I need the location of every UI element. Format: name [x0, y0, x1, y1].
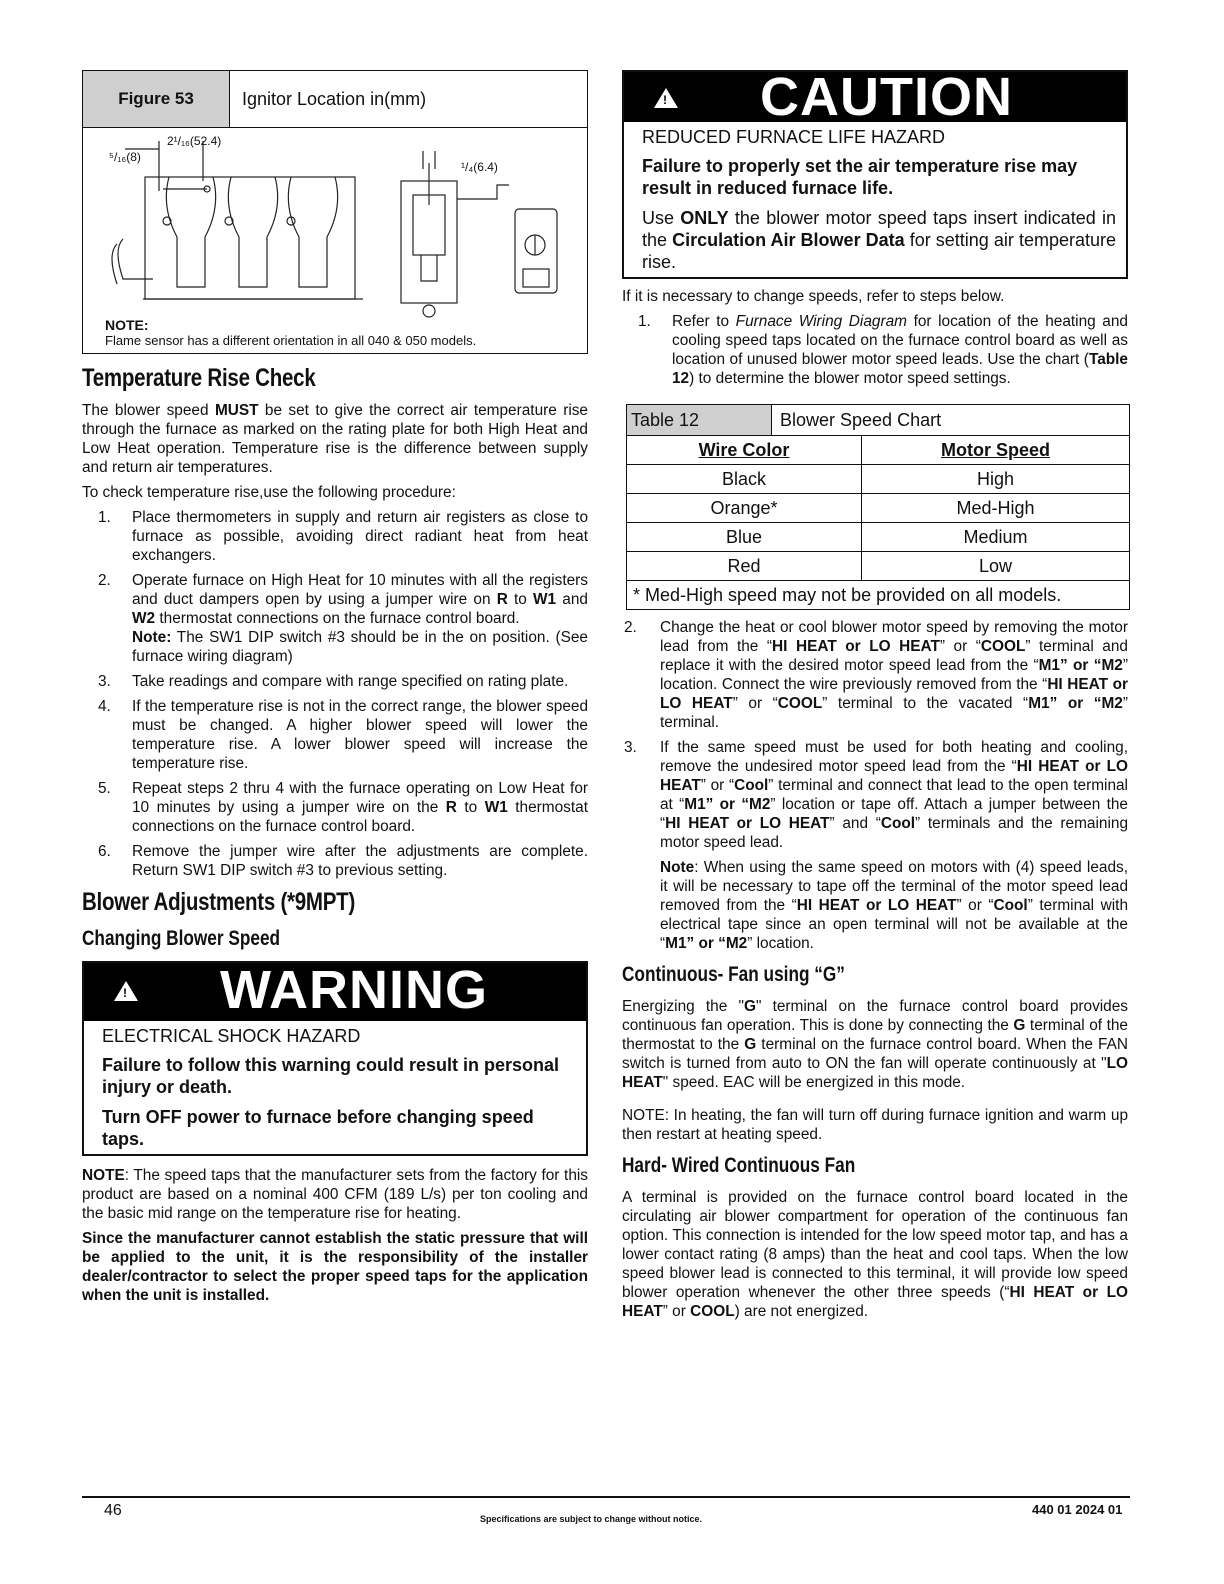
figure-header [83, 71, 587, 128]
continuous-fan-paragraph: Energizing the "G" terminal on the furnace control board provides continuous fan operation. This is done by connecting the G terminal of the thermostat to the G terminal on the furnace control board. When the FAN switch is turned from auto to ON the fan will operate continuously at "LO HEAT" speed. EAC will be energized in this mode. [622, 998, 1128, 1091]
figure-note-label: NOTE: [105, 317, 149, 333]
hard-wired-paragraph: A terminal is provided on the furnace control board located in the circulating air blower compartment for operation of the continuous fan option. This connection is intended for the low speed motor tap, and has a lower contact rating (8 amps) than the heat and cool taps. When the low speed blower lead is connected to this terminal, it will provide low speed blower operation whenever the other three speeds (“HI HEAT or LO HEAT” or COOL) are not energized. [622, 1189, 1128, 1320]
page-number: 46 [104, 1502, 122, 1519]
changing-blower-speed-heading: Changing Blower Speed [82, 927, 281, 950]
caution-word: CAUTION [760, 67, 1013, 127]
dim-left-label: ⁵/₁₆(8) [109, 150, 141, 164]
document-number: 440 01 2024 01 [1032, 1502, 1123, 1517]
list-item: 1. Refer to Furnace Wiring Diagram for location of the heating and cooling speed taps located on the furnace control board as well as location of unused blower motor speed leads. Use the chart (Table 12) to determine the blower motor speed settings. [638, 313, 1128, 387]
speed-taps-note: NOTE: The speed taps that the manufacturer sets from the factory for this product are based on a nominal 400 CFM (189 L/s) per ton cooling and the basic mid range on the temperature rise for heating. [82, 1167, 588, 1222]
warning-hazard: ELECTRICAL SHOCK HAZARD [102, 1026, 361, 1046]
list-item: 2. Operate furnace on High Heat for 10 minutes with all the registers and duct dampers open by using a jumper wire on R to W1 and W2 thermostat connections on the furnace control board. Note: The SW1 DIP switch #3 should be in the on position. (See furnace wiring diagram) [98, 572, 588, 665]
figure-note [105, 317, 476, 349]
table-row: Red Low [627, 552, 1129, 581]
table-title: Blower Speed Chart [780, 409, 942, 430]
caution-consequence: Failure to properly set the air temperature rise may result in reduced furnace life. [642, 156, 1078, 198]
warning-consequence: Failure to follow this warning could result in personal injury or death. [102, 1055, 560, 1097]
motor-leads-note: Note: When using the same speed on motors with (4) speed leads, it will be necessary to tape off the terminal of the motor speed lead removed from the “HI HEAT or LO HEAT” or “Cool” terminal with electrical tape since an open terminal will not be available at the “M1” or “M2” location. [660, 859, 1128, 952]
continuous-fan-note: NOTE: In heating, the fan will turn off during furnace ignition and warm up then restart at heating speed. [622, 1107, 1128, 1143]
warning-triangle-icon: ! [114, 981, 138, 1001]
list-item: 3. If the same speed must be used for both heating and cooling, remove the undesired motor speed lead from the “HI HEAT or LO HEAT” or “Cool” terminal and connect that lead to the open terminal at “M1” or “M2” location or tape off. Attach a jumper between the “HI HEAT or LO HEAT” and “Cool” terminals and the remaining motor speed lead. Note: When using the same speed on motors with (4) speed leads, it will be necessary to tape off the terminal of the motor speed lead removed from the “HI HEAT or LO HEAT” or “Cool” terminal with electrical tape since an open terminal will not be available at the “M1” or “M2” location. [624, 739, 1128, 952]
table-row: Black High [627, 465, 1129, 494]
table-column-headers [627, 436, 1129, 465]
table-footnote: * Med-High speed may not be provided on all models. [633, 584, 1062, 605]
right-column [622, 67, 1128, 1327]
warning-banner [84, 960, 586, 1021]
blower-speed-table [626, 404, 1130, 610]
caution-instruction: Use ONLY the blower motor speed taps insert indicated in the Circulation Air Blower Data for setting air temperature rise. [642, 208, 1116, 272]
list-item: 3. Take readings and compare with range specified on rating plate. [98, 673, 569, 690]
col-motor-speed: Motor Speed [940, 439, 1050, 460]
list-item: 1. Place thermometers in supply and return air registers as close to furnace as possible, avoiding direct radiant heat from heat exchangers. [98, 509, 588, 564]
table-row: Blue Medium [627, 523, 1129, 552]
temp-rise-intro: The blower speed MUST be set to give the correct air temperature rise through the furnace as marked on the rating plate for both High Heat and Low Heat operation. Temperature rise is the difference between supply and return air temperatures. [82, 402, 588, 476]
warning-box [82, 961, 588, 1156]
table-header [627, 405, 1129, 436]
static-pressure-note: Since the manufacturer cannot establish the static pressure that will be applied to the unit, it is the responsibility of the installer dealer/contractor to select the proper speed taps for the application when the unit is installed. [82, 1230, 588, 1304]
ignitor-location-diagram [83, 129, 587, 319]
continuous-fan-heading: Continuous- Fan using “G” [622, 963, 845, 986]
temp-rise-steps [82, 508, 588, 880]
figure-title: Ignitor Location in(mm) [242, 88, 427, 109]
figure-note-text: Flame sensor has a different orientation in all 040 & 050 models. [105, 333, 477, 348]
list-item: 6. Remove the jumper wire after the adjustments are complete. Return SW1 DIP switch #3 to previous setting. [98, 843, 588, 879]
blower-adjustments-heading: Blower Adjustments (*9MPT) [82, 888, 356, 916]
caution-box [622, 67, 1128, 279]
dim-right-label: ¹/₄(6.4) [461, 160, 498, 174]
hard-wired-heading: Hard- Wired Continuous Fan [622, 1154, 856, 1177]
caution-banner [624, 67, 1126, 127]
list-item: 2. Change the heat or cool blower motor speed by removing the motor lead from the “HI HEAT or LO HEAT” or “COOL” terminal and replace it with the desired motor speed lead from the “M1” or “M2” location. Connect the wire previously removed from the “HI HEAT or LO HEAT” or “COOL” terminal to the vacated “M1” or “M2” terminal. [624, 619, 1128, 731]
change-speed-intro: If it is necessary to change speeds, refer to steps below. [622, 288, 1005, 305]
left-column [82, 70, 588, 1311]
temp-rise-procedure-intro: To check temperature rise,use the following procedure: [82, 484, 456, 501]
warning-word: WARNING [220, 960, 488, 1020]
warning-instruction: Turn OFF power to furnace before changing speed taps. [102, 1107, 534, 1149]
figure-53 [82, 70, 588, 354]
figure-tag: Figure 53 [83, 71, 230, 127]
change-speed-step1 [622, 312, 1128, 388]
footer-rule [82, 1496, 1130, 1498]
change-speed-steps [622, 618, 1128, 953]
temperature-rise-heading: Temperature Rise Check [82, 364, 316, 392]
table-tag: Table 12 [627, 405, 772, 435]
table-row: Orange* Med-High [627, 494, 1129, 523]
footer-disclaimer: Specifications are subject to change without notice. [480, 1514, 703, 1524]
list-item: 4. If the temperature rise is not in the correct range, the blower speed must be changed. A higher blower speed will lower the temperature rise. A lower blower speed will increase the temperature rise. [98, 698, 588, 772]
list-item: 5. Repeat steps 2 thru 4 with the furnace operating on Low Heat for 10 minutes by using a jumper wire on the R to W1 thermostat connections on the furnace control board. [98, 780, 588, 835]
caution-triangle-icon: ! [654, 88, 678, 108]
caution-hazard: REDUCED FURNACE LIFE HAZARD [642, 127, 946, 147]
col-wire-color: Wire Color [627, 436, 862, 464]
dim-top-label: 2¹/₁₆(52.4) [167, 134, 222, 148]
